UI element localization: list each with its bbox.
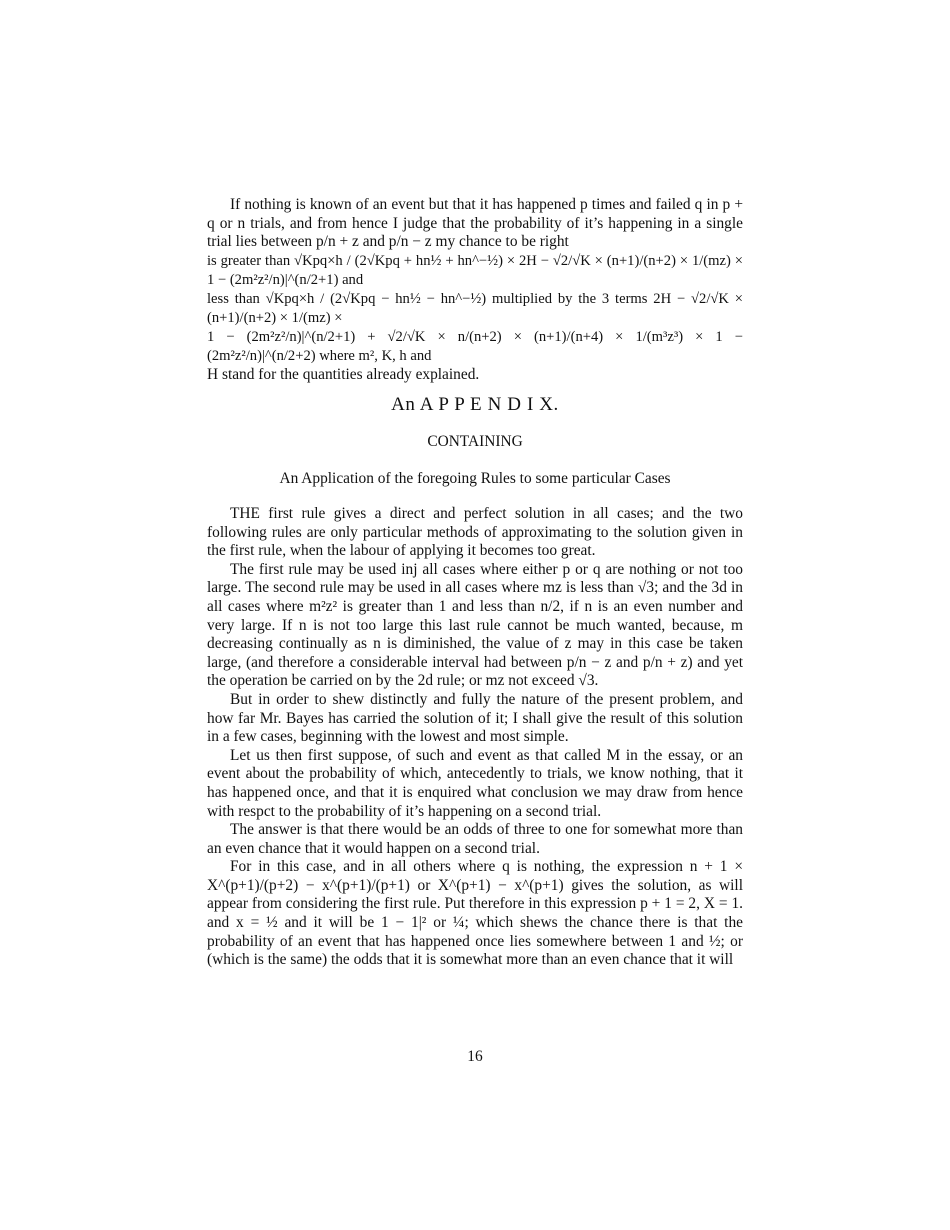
intro-line-1: If nothing is known of an event but that it has happened p times and failed q in p + q or n trials, and from hence I judge that the probability of it’s happening in a single trial lies between p/n + z and p/n − z my chance to be right xyxy=(207,196,743,251)
intro-math-less: less than √Kpq×h / (2√Kpq − hn½ − hn^−½) multiplied by the 3 terms 2H − √2/√K × (n+1)/(n+2) × 1/(mz) × xyxy=(207,290,743,326)
intro-paragraph xyxy=(207,196,743,384)
body-paragraph-3: But in order to shew distinctly and fully the nature of the present problem, and how far Mr. Bayes has carried the solution of it; I shall give the result of this solution in a few cases, beginning with the lowest and most simple. xyxy=(207,690,743,746)
body-paragraph-4: Let us then first suppose, of such and event as that called M in the essay, or an event about the probability of which, antecedently to trials, we know nothing, that it has happened once, and that it is enquired what conclusion we may draw from hence with respct to the probability of it’s happening on a second trial. xyxy=(207,746,743,820)
appendix-title: An A P P E N D I X. xyxy=(391,394,559,415)
appendix-body xyxy=(207,505,743,970)
body-paragraph-2: The first rule may be used inj all cases where either p or q are nothing or not too large. The second rule may be used in all cases where mz is less than √3; and the 3d in all cases where m²z² is greater than 1 and less than n/2, if n is an even number and very large. If n is not too large this last rule cannot be much wanted, because, m decreasing continually as n is diminished, the value of z may in this case be taken large, (and therefore a considerable interval had between p/n − z and p/n + z) and yet the operation be carried on by the 2d rule; or mz not exceed √3. xyxy=(207,560,743,690)
intro-math-terms: 1 − (2m²z²/n)|^(n/2+1) + √2/√K × n/(n+2) × (n+1)/(n+4) × 1/(m³z³) × 1 − (2m²z²/n)|^(n/2+2) where m², K, h and xyxy=(207,328,743,364)
intro-line-last: H stand for the quantities already explained. xyxy=(207,365,480,383)
body-paragraph-6: For in this case, and in all others where q is nothing, the expression n + 1 × X^(p+1)/(p+2) − x^(p+1)/(p+1) or X^(p+1) − x^(p+1) gives the solution, as will appear from considering the first rule. Put therefore in this expression p + 1 = 2, X = 1. and x = ½ and it will be 1 − 1|² or ¼; which shews the chance there is that the probability of an event that has happened once lies somewhere between 1 and ½; or (which is the same) the odds that it is somewhat more than an even chance that it will xyxy=(207,858,743,969)
body-paragraph-5: The answer is that there would be an odds of three to one for somewhat more than an even chance that it would happen on a second trial. xyxy=(207,821,743,857)
body-paragraph-1: THE first rule gives a direct and perfect solution in all cases; and the two following rules are only particular methods of approximating to the solution given in the first rule, when the labour of applying it becomes too great. xyxy=(207,505,743,560)
intro-math-greater: is greater than √Kpq×h / (2√Kpq + hn½ + hn^−½) × 2H − √2/√K × (n+1)/(n+2) × 1/(mz) × 1 − (2m²z²/n)|^(n/2+1) and xyxy=(207,252,743,288)
appendix-subtitle: An Application of the foregoing Rules to some particular Cases xyxy=(279,470,671,487)
appendix-containing: CONTAINING xyxy=(427,433,523,450)
page-number: 16 xyxy=(467,1048,483,1065)
